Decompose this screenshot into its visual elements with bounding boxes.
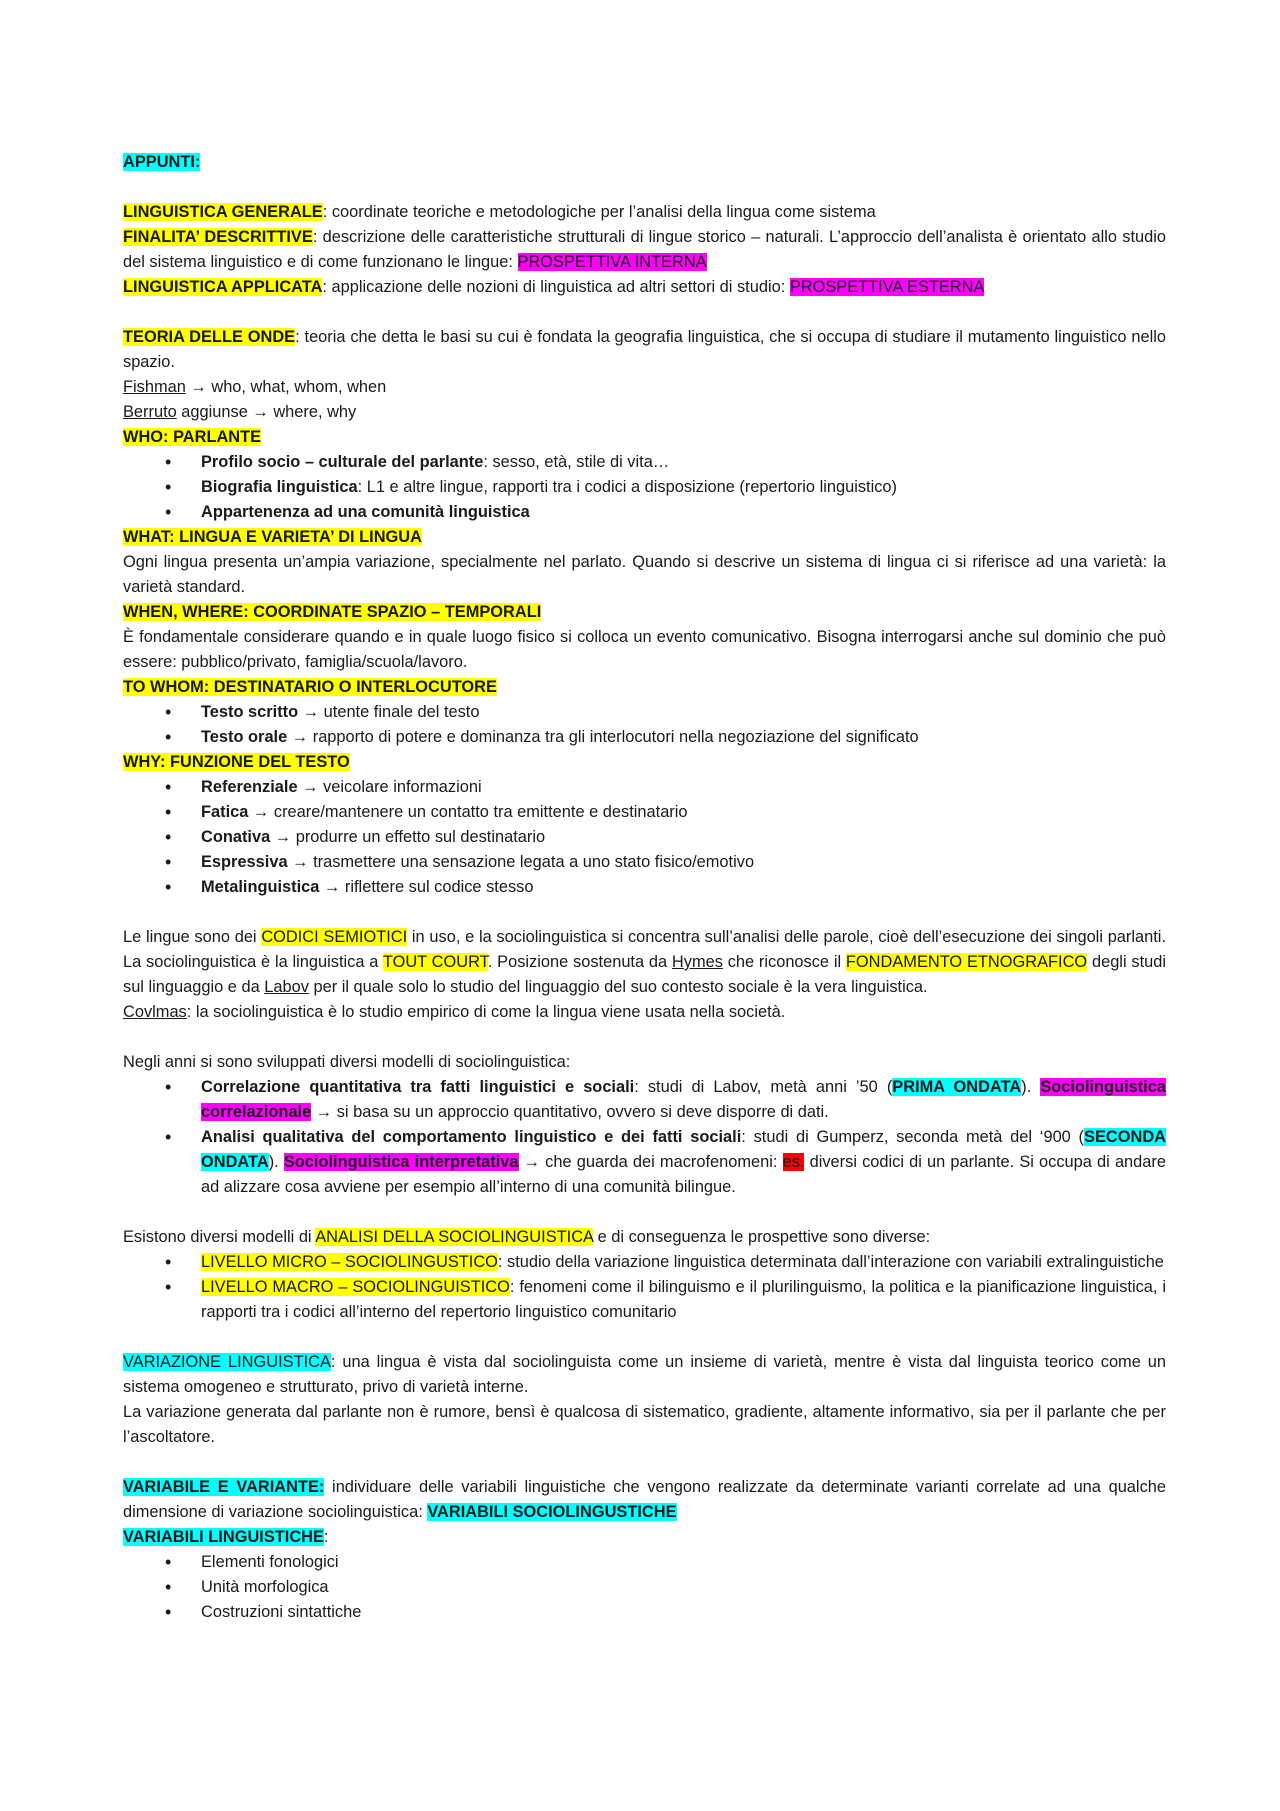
list-item: • Testo orale → rapporto di potere e dominanza tra gli interlocutori nella negoziazione del significato bbox=[123, 725, 1166, 750]
finalita-descrittive-definition: FINALITA’ DESCRITTIVE: descrizione delle caratteristiche strutturali di lingue storico – naturali. L’approccio dell’analista è orientato allo studio del sistema linguistico e di come funzionano le lingue: PROSPETTIVA INTERNA bbox=[123, 228, 1166, 271]
list-item: • Metalinguistica → riflettere sul codice stesso bbox=[123, 875, 1166, 900]
variabili-list bbox=[123, 1550, 1166, 1625]
modelli-list bbox=[123, 1075, 1166, 1200]
list-item: • Profilo socio – culturale del parlante: sesso, età, stile di vita… bbox=[123, 450, 1166, 475]
when-heading: WHEN, WHERE: COORDINATE SPAZIO – TEMPORALI bbox=[123, 603, 542, 621]
list-item: • Referenziale → veicolare informazioni bbox=[123, 775, 1166, 800]
what-heading: WHAT: LINGUA E VARIETA’ DI LINGUA bbox=[123, 528, 422, 546]
document-body bbox=[123, 150, 1166, 1625]
fishman-line: Fishman → who, what, whom, when bbox=[123, 378, 387, 396]
what-paragraph: Ogni lingua presenta un’ampia variazione, specialmente nel parlato. Quando si descrive un sistema di lingua ci si riferisce ad una varietà: la varietà standard. bbox=[123, 553, 1166, 596]
list-item: • Unità morfologica bbox=[123, 1575, 1166, 1600]
why-list bbox=[123, 775, 1166, 900]
who-list bbox=[123, 450, 1166, 525]
modelli-intro: Negli anni si sono sviluppati diversi modelli di sociolinguistica: bbox=[123, 1053, 571, 1071]
list-item: • Analisi qualitativa del comportamento linguistico e dei fatti sociali: studi di Gumperz, seconda metà del ‘900 (SECONDA ONDATA). Sociolinguistica interpretativa → che guarda dei macrofenomeni: es. diversi codici di un parlante. Si occupa di andare ad alizzare cosa avviene per esempio all’interno di una comunità bilingue. bbox=[123, 1125, 1166, 1200]
list-item: • Appartenenza ad una comunità linguistica bbox=[123, 500, 1166, 525]
list-item: • Conativa → produrre un effetto sul destinatario bbox=[123, 825, 1166, 850]
list-item: • Costruzioni sintattiche bbox=[123, 1600, 1166, 1625]
towhom-heading: TO WHOM: DESTINATARIO O INTERLOCUTORE bbox=[123, 678, 497, 696]
variabile-paragraph: VARIABILE E VARIANTE: individuare delle variabili linguistiche che vengono realizzate da determinate varianti correlate ad una qualche dimensione di variazione sociolinguistica: VARIABILI SOCIOLINGUSTICHE bbox=[123, 1478, 1166, 1521]
list-item: • Elementi fonologici bbox=[123, 1550, 1166, 1575]
analisi-list bbox=[123, 1250, 1166, 1325]
when-paragraph: È fondamentale considerare quando e in quale luogo fisico si colloca un evento comunicativo. Bisogna interrogarsi anche sul dominio che può essere: pubblico/privato, famiglia/scuola/lavoro. bbox=[123, 628, 1166, 671]
list-item: • LIVELLO MICRO – SOCIOLINGUSTICO: studio della variazione linguistica determinata dall’interazione con variabili extralinguistiche bbox=[123, 1250, 1166, 1275]
towhom-list bbox=[123, 700, 1166, 750]
list-item: • Correlazione quantitativa tra fatti linguistici e sociali: studi di Labov, metà anni ’50 (PRIMA ONDATA). Sociolinguistica correlazionale → si basa su un approccio quantitativo, ovvero si deve disporre di dati. bbox=[123, 1075, 1166, 1125]
linguistica-applicata-definition: LINGUISTICA APPLICATA: applicazione delle nozioni di linguistica ad altri settori di studio: PROSPETTIVA ESTERNA bbox=[123, 278, 985, 296]
codici-semiotici-paragraph: Le lingue sono dei CODICI SEMIOTICI in uso, e la sociolinguistica si concentra sull’analisi delle parole, cioè dell’esecuzione dei singoli parlanti. La sociolinguistica è la linguistica a TOUT COURT. Posizione sostenuta da Hymes che riconosce il FONDAMENTO ETNOGRAFICO degli studi sul linguaggio e da Labov per il quale solo lo studio del linguaggio del suo contesto sociale è la vera linguistica. bbox=[123, 928, 1167, 996]
variabili-linguistiche-heading: VARIABILI LINGUISTICHE: bbox=[123, 1528, 329, 1546]
who-heading: WHO: PARLANTE bbox=[123, 428, 262, 446]
list-item: • Biografia linguistica: L1 e altre lingue, rapporti tra i codici a disposizione (repertorio linguistico) bbox=[123, 475, 1166, 500]
variazione-paragraph-2: La variazione generata dal parlante non è rumore, bensì è qualcosa di sistematico, gradiente, altamente informativo, sia per il parlante che per l’ascoltatore. bbox=[123, 1403, 1166, 1446]
teoria-onde-definition: TEORIA DELLE ONDE: teoria che detta le basi su cui è fondata la geografia linguistica, che si occupa di studiare il mutamento linguistico nello spazio. bbox=[123, 328, 1166, 371]
analisi-intro: Esistono diversi modelli di ANALISI DELLA SOCIOLINGUISTICA e di conseguenza le prospettive sono diverse: bbox=[123, 1228, 931, 1246]
why-heading: WHY: FUNZIONE DEL TESTO bbox=[123, 753, 350, 771]
berruto-line: Berruto aggiunse → where, why bbox=[123, 403, 357, 421]
list-item: • Espressiva → trasmettere una sensazione legata a uno stato fisico/emotivo bbox=[123, 850, 1166, 875]
list-item: • Fatica → creare/mantenere un contatto tra emittente e destinatario bbox=[123, 800, 1166, 825]
page-title: APPUNTI: bbox=[123, 153, 201, 171]
list-item: • LIVELLO MACRO – SOCIOLINGUISTICO: fenomeni come il bilinguismo e il plurilinguismo, la politica e la pianificazione linguistica, i rapporti tra i codici all’interno del repertorio linguistico comunitario bbox=[123, 1275, 1166, 1325]
linguistica-generale-definition: LINGUISTICA GENERALE: coordinate teoriche e metodologiche per l’analisi della lingua come sistema bbox=[123, 203, 876, 221]
list-item: • Testo scritto → utente finale del testo bbox=[123, 700, 1166, 725]
covlmas-line: Covlmas: la sociolinguistica è lo studio empirico di come la lingua viene usata nella società. bbox=[123, 1003, 786, 1021]
variazione-paragraph: VARIAZIONE LINGUISTICA: una lingua è vista dal sociolinguista come un insieme di varietà, mentre è vista dal linguista teorico come un sistema omogeneo e strutturato, privo di varietà interne. bbox=[123, 1353, 1166, 1396]
